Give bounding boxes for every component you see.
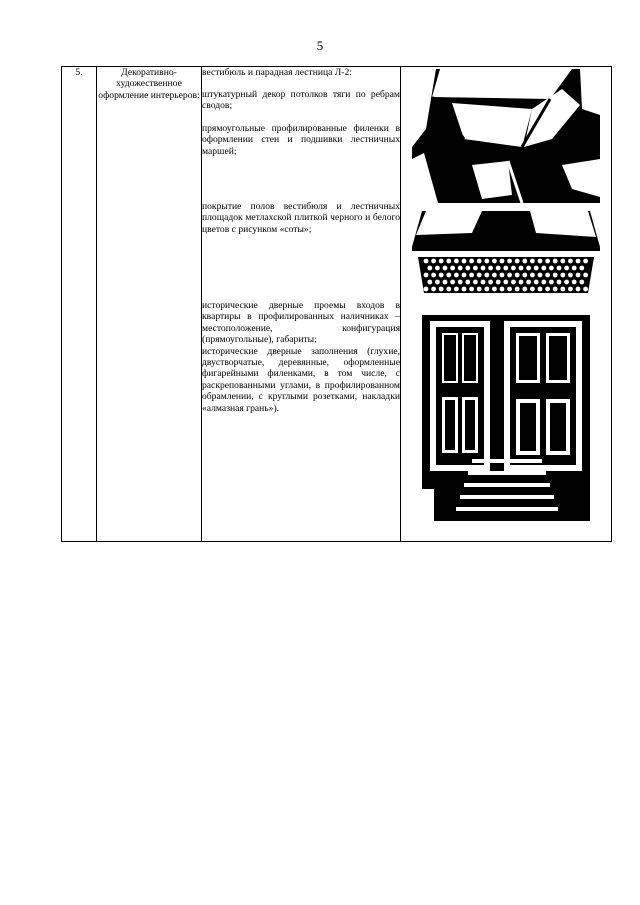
photo-column xyxy=(401,67,612,542)
row-number: 5. xyxy=(62,67,97,542)
apartment-doors-photo xyxy=(412,309,600,521)
description-door-fillings: исторические дверные заполнения (глухие, двустворчатые, деревянные, оформленные фигарейными филенками, в том числе, с раскрепованными углами, в профилированном обрамлении, с круглыми розетками, накладки «алмазная грань»). xyxy=(202,345,400,414)
monument-elements-table xyxy=(61,66,612,542)
description-vestibule: вестибюль и парадная лестница Л-2: xyxy=(202,67,352,78)
description-wall-panels: прямоугольные профилированные филенки в оформлении стен и подшивки лестничных маршей; xyxy=(202,123,400,157)
description-floor-tiles: покрытие полов вестибюля и лестничных площадок метлахской плиткой черного и белого цветов с рисунком «соты»; xyxy=(202,201,400,235)
page-number: 5 xyxy=(316,38,324,53)
tiled-floor-photo xyxy=(412,211,600,301)
description-ceiling-decor: штукатурный декор потолков тяги по ребрам сводов; xyxy=(202,89,400,112)
table-row xyxy=(62,67,612,542)
vault-ceiling-photo xyxy=(412,69,600,203)
description-door-openings: исторические дверные проемы входов в квартиры в профилированных наличниках – местоположение, конфигурация (прямоугольные), габариты; xyxy=(202,300,400,346)
row-name: Декоративно-художественное оформление интерьеров: xyxy=(97,67,202,542)
row-description xyxy=(202,67,401,542)
